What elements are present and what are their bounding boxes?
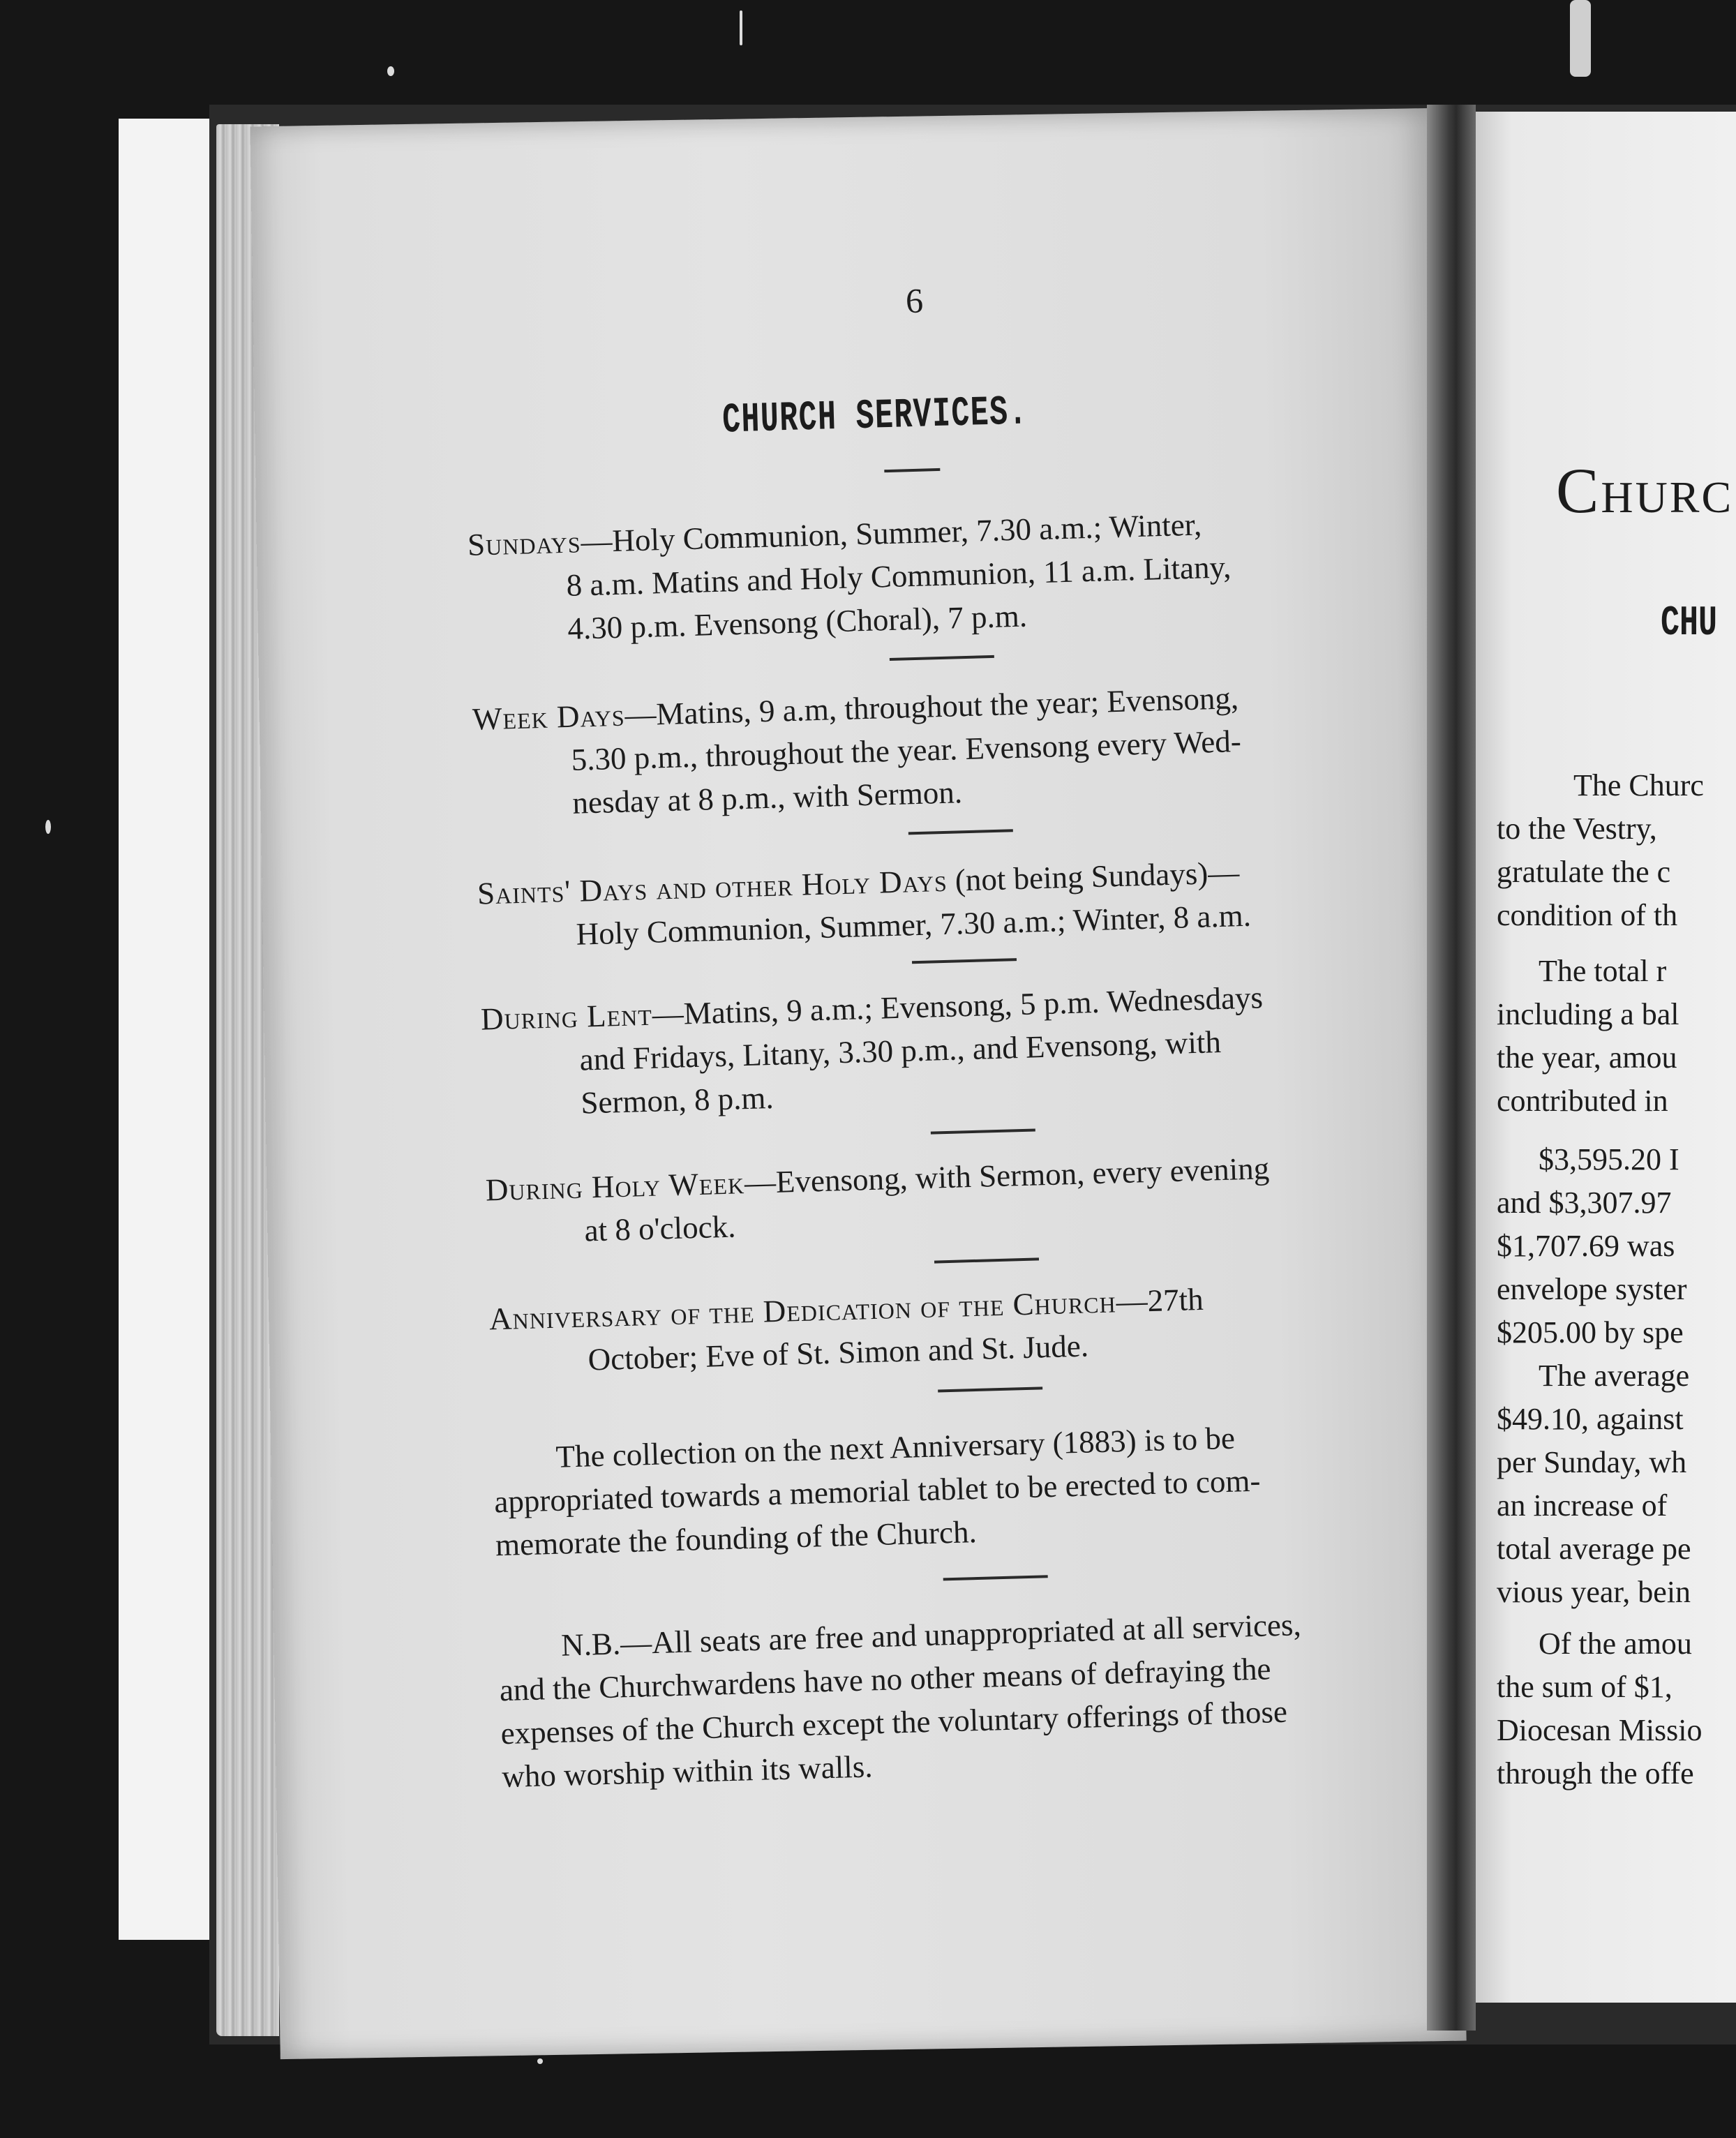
right-page-line: $49.10, against bbox=[1497, 1402, 1684, 1436]
entry-heading: Sundays bbox=[467, 524, 582, 562]
right-page-line: vious year, bein bbox=[1497, 1575, 1691, 1609]
right-page-line: to the Vestry, bbox=[1497, 812, 1657, 846]
entry-line: 8 a.m. Matins and Holy Communion, 11 a.m. Litany, bbox=[566, 549, 1232, 603]
anniversary-collection-paragraph bbox=[493, 1410, 1459, 1567]
right-page-line: including a bal bbox=[1497, 997, 1679, 1031]
right-page-line: and $3,307.97 bbox=[1497, 1186, 1672, 1220]
service-entry-week-days bbox=[472, 671, 1438, 827]
paragraph-line: memorate the founding of the Church. bbox=[495, 1514, 978, 1563]
dust-speck bbox=[740, 10, 742, 45]
page-title: CHURCH SERVICES. bbox=[721, 389, 1028, 445]
entry-line: —27th bbox=[1115, 1281, 1204, 1320]
entry-line: —Holy Communion, Summer, 7.30 a.m.; Winter, bbox=[580, 507, 1202, 560]
right-page-line: per Sunday, wh bbox=[1497, 1445, 1687, 1479]
nb-seats-paragraph bbox=[497, 1599, 1465, 1798]
entry-line: Sermon, 8 p.m. bbox=[580, 1079, 775, 1121]
paragraph-line: appropriated towards a memorial tablet to be erected to com- bbox=[493, 1463, 1261, 1520]
fibre-speck bbox=[1570, 0, 1591, 77]
entry-line: nesday at 8 p.m., with Sermon. bbox=[571, 775, 963, 821]
right-page-line: $3,595.20 I bbox=[1539, 1142, 1679, 1176]
right-page-line: The Churc bbox=[1573, 768, 1704, 802]
paragraph-line: expenses of the Church except the voluntary offerings of those bbox=[500, 1694, 1288, 1751]
entry-line: Holy Communion, Summer, 7.30 a.m.; Winter, 8 a.m. bbox=[576, 897, 1252, 952]
right-page-title: Churc bbox=[1556, 455, 1734, 526]
right-page-content bbox=[1472, 0, 1736, 2138]
paragraph-line: The collection on the next Anniversary (1883) is to be bbox=[555, 1420, 1236, 1474]
dust-speck bbox=[537, 2058, 543, 2064]
right-page-subtitle: CHU bbox=[1661, 600, 1718, 648]
entry-heading: Week Days bbox=[472, 697, 626, 737]
service-entry-lent bbox=[480, 971, 1446, 1127]
right-page-line: Of the amou bbox=[1539, 1627, 1692, 1661]
entry-line: (not being Sundays)— bbox=[946, 855, 1240, 898]
entry-line: 5.30 p.m., throughout the year. Evensong every Wed- bbox=[571, 724, 1242, 777]
right-page-line: $1,707.69 was bbox=[1497, 1229, 1675, 1263]
right-page-line: through the offe bbox=[1497, 1756, 1694, 1791]
entry-line: —Evensong, with Sermon, every evening bbox=[744, 1151, 1270, 1201]
page-number: 6 bbox=[905, 281, 924, 321]
entry-line: at 8 o'clock. bbox=[583, 1209, 736, 1248]
dust-speck bbox=[45, 820, 51, 834]
right-page-line: contributed in bbox=[1497, 1084, 1668, 1118]
dust-speck bbox=[387, 66, 394, 76]
entry-heading: Saints' Days and other Holy Days bbox=[477, 862, 948, 911]
service-entry-sundays bbox=[467, 496, 1433, 652]
right-page-line: envelope syster bbox=[1497, 1272, 1687, 1306]
entry-line: October; Eve of St. Simon and St. Jude. bbox=[588, 1328, 1089, 1377]
right-page-line: total average pe bbox=[1497, 1532, 1691, 1566]
entry-line: 4.30 p.m. Evensong (Choral), 7 p.m. bbox=[567, 598, 1028, 646]
right-page-line: The total r bbox=[1539, 954, 1667, 988]
right-page-line: The average bbox=[1539, 1359, 1690, 1393]
entry-line: —Matins, 9 a.m, throughout the year; Evensong, bbox=[624, 680, 1239, 733]
right-page-line: the year, amou bbox=[1497, 1040, 1677, 1075]
entry-heading: During Holy Week bbox=[485, 1165, 745, 1208]
right-page-line: $205.00 by spe bbox=[1497, 1315, 1684, 1350]
entry-line: and Fridays, Litany, 3.30 p.m., and Evensong, with bbox=[579, 1024, 1222, 1077]
right-page-line: an increase of bbox=[1497, 1488, 1668, 1523]
entry-heading: Anniversary of the Dedication of the Church bbox=[488, 1284, 1117, 1337]
right-page-line: gratulate the c bbox=[1497, 855, 1671, 889]
entry-line: —Matins, 9 a.m.; Evensong, 5 p.m. Wednesdays bbox=[652, 980, 1264, 1032]
right-page-line: condition of th bbox=[1497, 898, 1678, 932]
right-page-line: Diocesan Missio bbox=[1497, 1713, 1703, 1747]
paragraph-line: who worship within its walls. bbox=[501, 1749, 874, 1795]
right-page-line: the sum of $1, bbox=[1497, 1670, 1673, 1704]
paragraph-line: N.B.—All seats are free and unappropriated at all services, bbox=[560, 1607, 1302, 1663]
entry-heading: During Lent bbox=[480, 996, 653, 1037]
paragraph-line: and the Churchwardens have no other means of defraying the bbox=[499, 1651, 1272, 1708]
